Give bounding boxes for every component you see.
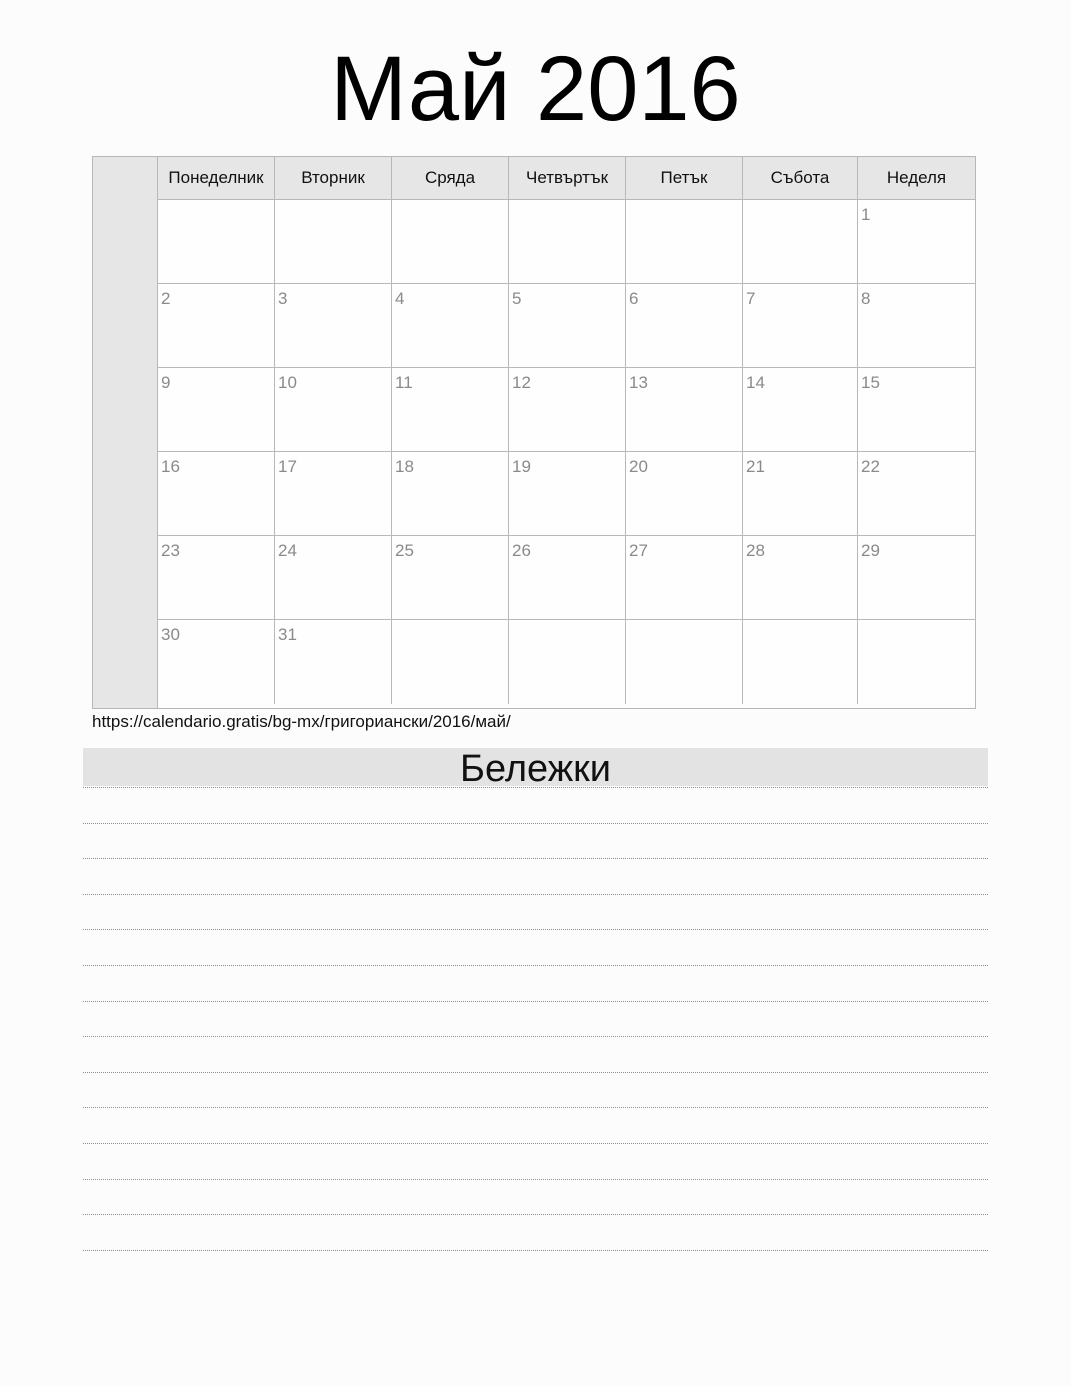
day-number: 22	[861, 457, 880, 476]
weekday-header: Вторник	[275, 157, 392, 200]
day-number: 26	[512, 541, 531, 560]
notes-line	[83, 787, 988, 788]
day-number: 17	[278, 457, 297, 476]
day-number: 12	[512, 373, 531, 392]
weekday-header: Събота	[743, 157, 858, 200]
day-cell	[743, 284, 858, 368]
day-cell	[275, 620, 392, 704]
day-number: 18	[395, 457, 414, 476]
day-cell	[626, 536, 743, 620]
day-cell	[392, 452, 509, 536]
day-cell	[158, 536, 275, 620]
day-cell	[392, 200, 509, 284]
week-number-column	[93, 157, 158, 708]
day-cell	[158, 368, 275, 452]
notes-line	[83, 929, 988, 930]
day-cell	[509, 284, 626, 368]
day-number: 19	[512, 457, 531, 476]
day-cell	[158, 200, 275, 284]
day-cell	[858, 368, 975, 452]
weekday-header: Неделя	[858, 157, 975, 200]
day-number: 25	[395, 541, 414, 560]
day-number: 3	[278, 289, 288, 308]
day-cell	[509, 200, 626, 284]
notes-line	[83, 858, 988, 859]
notes-line	[83, 1250, 988, 1251]
day-number: 13	[629, 373, 648, 392]
day-cell	[743, 452, 858, 536]
calendar-table	[158, 157, 975, 708]
day-number: 4	[395, 289, 405, 308]
calendar-title: Май 2016	[330, 38, 741, 140]
day-number: 8	[861, 289, 871, 308]
notes-line	[83, 823, 988, 824]
day-cell	[858, 536, 975, 620]
day-number: 28	[746, 541, 765, 560]
weekday-header: Сряда	[392, 157, 509, 200]
day-number: 16	[161, 457, 180, 476]
day-number: 14	[746, 373, 765, 392]
day-cell	[158, 620, 275, 704]
day-number: 30	[161, 625, 180, 644]
day-number: 24	[278, 541, 297, 560]
day-number: 27	[629, 541, 648, 560]
day-cell	[858, 284, 975, 368]
day-number: 29	[861, 541, 880, 560]
day-cell	[743, 200, 858, 284]
day-cell	[858, 452, 975, 536]
day-number: 11	[395, 373, 413, 392]
notes-line	[83, 1107, 988, 1108]
notes-line	[83, 1036, 988, 1037]
day-cell	[743, 368, 858, 452]
day-number: 9	[161, 373, 171, 392]
notes-line	[83, 1072, 988, 1073]
day-cell	[858, 200, 975, 284]
day-cell	[275, 368, 392, 452]
notes-line	[83, 894, 988, 895]
day-cell	[392, 620, 509, 704]
day-number: 2	[161, 289, 171, 308]
day-cell	[743, 620, 858, 704]
weekday-header: Четвъртък	[509, 157, 626, 200]
weekday-header: Понеделник	[158, 157, 275, 200]
notes-line	[83, 1001, 988, 1002]
day-cell	[626, 620, 743, 704]
day-cell	[509, 368, 626, 452]
notes-line	[83, 1143, 988, 1144]
day-cell	[275, 284, 392, 368]
notes-line	[83, 965, 988, 966]
day-cell	[275, 200, 392, 284]
day-cell	[626, 452, 743, 536]
day-cell	[275, 536, 392, 620]
day-cell	[626, 368, 743, 452]
notes-heading: Бележки	[83, 748, 988, 786]
notes-line	[83, 1179, 988, 1180]
day-number: 21	[746, 457, 765, 476]
day-cell	[509, 620, 626, 704]
day-number: 20	[629, 457, 648, 476]
day-cell	[626, 200, 743, 284]
day-number: 1	[861, 205, 871, 224]
day-cell	[392, 536, 509, 620]
day-number: 15	[861, 373, 880, 392]
day-number: 5	[512, 289, 522, 308]
day-cell	[158, 284, 275, 368]
day-cell	[626, 284, 743, 368]
day-number: 10	[278, 373, 297, 392]
day-number: 7	[746, 289, 756, 308]
day-cell	[158, 452, 275, 536]
day-cell	[858, 620, 975, 704]
day-cell	[509, 536, 626, 620]
day-cell	[392, 368, 509, 452]
day-number: 6	[629, 289, 639, 308]
day-number: 31	[278, 625, 297, 644]
day-cell	[509, 452, 626, 536]
day-cell	[743, 536, 858, 620]
notes-line	[83, 1214, 988, 1215]
calendar-grid	[92, 156, 976, 709]
day-cell	[392, 284, 509, 368]
day-number: 23	[161, 541, 180, 560]
day-cell	[275, 452, 392, 536]
source-url-link[interactable]: https://calendario.gratis/bg-mx/григориански/2016/май/	[92, 712, 511, 731]
weekday-header: Петък	[626, 157, 743, 200]
